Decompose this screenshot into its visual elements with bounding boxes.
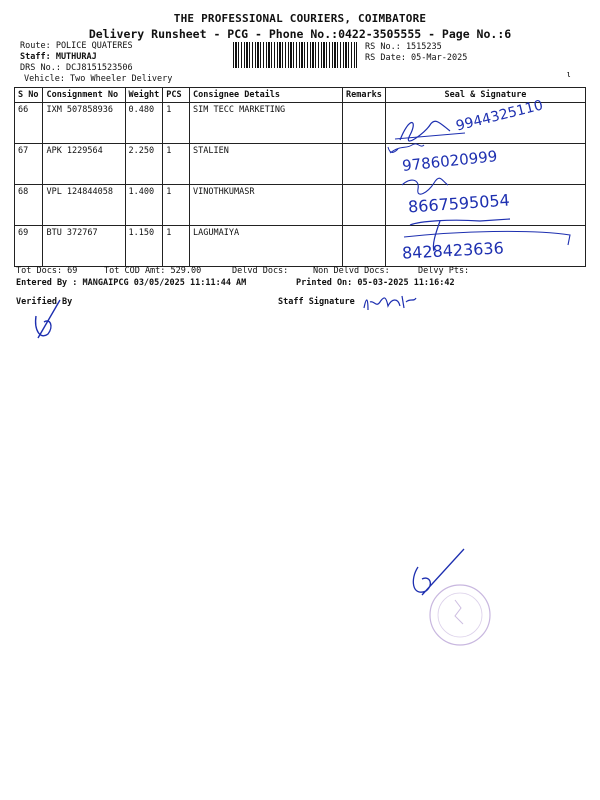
col-pcs: PCS — [163, 88, 190, 103]
col-weight: Weight — [125, 88, 163, 103]
route-label: Route: POLICE QUATERES — [20, 41, 133, 51]
total-cod-amount: Tot COD Amt: 529.00 — [104, 266, 202, 276]
delivered-docs: Delvd Docs: — [232, 266, 289, 276]
cell-sno: 67 — [15, 144, 43, 185]
cell-sno: 66 — [15, 103, 43, 144]
runsheet-title: Delivery Runsheet - PCG - Phone No.:0422-3505555 - Page No.:6 — [88, 27, 512, 41]
total-docs: Tot Docs: 69 — [16, 266, 78, 276]
faded-stamp — [425, 580, 495, 650]
col-sno: S No — [15, 88, 43, 103]
drs-number: DRS No.: DCJ8151523506 — [20, 63, 133, 73]
printed-on: Printed On: 05-03-2025 11:16:42 — [296, 278, 455, 288]
col-consignee: Consignee Details — [190, 88, 343, 103]
signature-scribbles — [380, 95, 585, 265]
cell-pcs: 1 — [163, 226, 190, 267]
cell-consignee: VINOTHKUMASR — [190, 185, 343, 226]
col-consignment: Consignment No — [43, 88, 125, 103]
cell-weight: 2.250 — [125, 144, 163, 185]
company-name: THE PROFESSIONAL COURIERS, COIMBATORE — [173, 12, 427, 25]
cell-consignee: SIM TECC MARKETING — [190, 103, 343, 144]
cell-weight: 0.480 — [125, 103, 163, 144]
col-remarks: Remarks — [343, 88, 386, 103]
cell-consignment: APK 1229564 — [43, 144, 125, 185]
delivery-points: Delvy Pts: — [418, 266, 470, 276]
cell-consignee: LAGUMAIYA — [190, 226, 343, 267]
staff-signature-scribble — [360, 290, 420, 316]
handwritten-phone-4: 8428423636 — [401, 238, 505, 263]
cell-consignment: VPL 124844058 — [43, 185, 125, 226]
handwritten-phone-1: 9944325110 — [454, 97, 545, 135]
non-delivered-docs: Non Delvd Docs: — [313, 266, 390, 276]
verified-signature-scribble — [30, 296, 70, 344]
cell-consignment: IXM 507858936 — [43, 103, 125, 144]
rs-number: RS No.: 1515235 — [365, 42, 442, 52]
cell-pcs: 1 — [163, 144, 190, 185]
col-seal-signature: Seal & Signature — [385, 88, 585, 103]
cell-pcs: 1 — [163, 103, 190, 144]
cell-sno: 69 — [15, 226, 43, 267]
entered-by: Entered By : MANGAIPCG 03/05/2025 11:11:44 AM — [16, 278, 247, 288]
cell-pcs: 1 — [163, 185, 190, 226]
tick-mark: ι — [566, 70, 572, 80]
cell-consignment: BTU 372767 — [43, 226, 125, 267]
cell-consignee: STALIEN — [190, 144, 343, 185]
rs-date: RS Date: 05-Mar-2025 — [365, 53, 468, 63]
verified-by-label: Verified By — [16, 297, 73, 307]
cell-weight: 1.150 — [125, 226, 163, 267]
staff-label: Staff: MUTHURAJ — [20, 52, 97, 62]
cell-sno: 68 — [15, 185, 43, 226]
handwritten-phone-3: 8667595054 — [407, 190, 511, 217]
handwritten-phone-2: 9786020999 — [401, 147, 499, 175]
staff-signature-label: Staff Signature — [278, 297, 355, 307]
cell-weight: 1.400 — [125, 185, 163, 226]
vehicle-label: Vehicle: Two Wheeler Delivery — [24, 74, 173, 84]
barcode-image — [233, 42, 357, 68]
